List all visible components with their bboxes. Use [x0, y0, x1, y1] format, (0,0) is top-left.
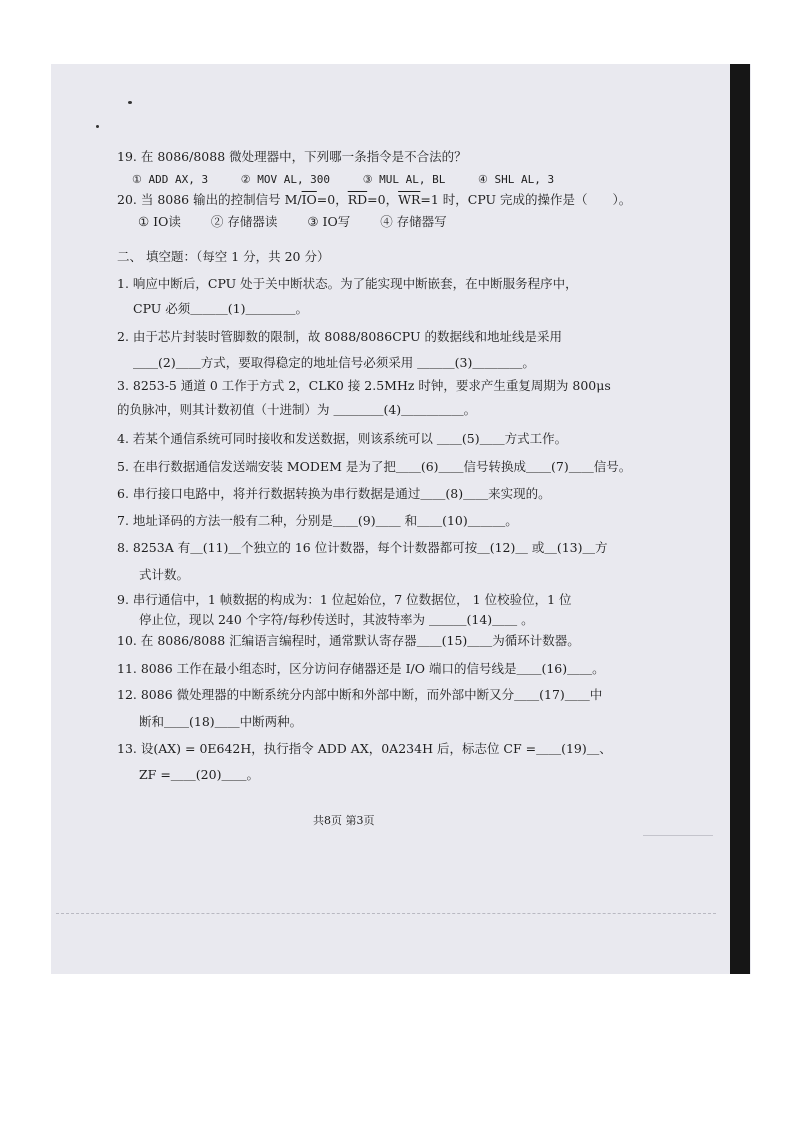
q20-eq0a: =0，	[316, 192, 348, 207]
scan-edge-shadow	[730, 64, 750, 974]
q19-option-4: ④ SHL AL, 3	[478, 173, 555, 186]
q20-stem	[117, 192, 631, 208]
fill-q2-line1: 2. 由于芯片封装时管脚数的限制，故 8088/8086CPU 的数据线和地址线是采用	[117, 329, 562, 344]
q20-option-2: ② 存储器读	[210, 214, 278, 229]
fill-q8-line1: 8. 8253A 有＿(11)＿个独立的 16 位计数器，每个计数器都可按＿(12)＿ 或＿(13)＿方	[117, 540, 608, 555]
fill-q1-line2: CPU 必须＿＿＿(1)＿＿＿＿。	[133, 301, 308, 316]
fill-q9-line1: 9. 串行通信中，1 帧数据的构成为：1 位起始位，7 位数据位， 1 位校验位，1 位	[117, 592, 572, 607]
fill-q13-line1: 13. 设(AX) = 0E642H，执行指令 ADD AX，0A234H 后，标志位 CF =＿＿(19)＿、	[117, 741, 612, 756]
scan-speck	[96, 125, 99, 128]
fill-q7: 7. 地址译码的方法一般有二种，分别是＿＿(9)＿＿ 和＿＿(10)＿＿＿。	[117, 513, 518, 528]
fill-q3-line1: 3. 8253-5 通道 0 工作于方式 2，CLK0 接 2.5MHz 时钟，要求产生重复周期为 800μs	[117, 378, 611, 393]
q20-eq0b: =0，	[367, 192, 399, 207]
fill-q11: 11. 8086 工作在最小组态时，区分访问存储器还是 I/O 端口的信号线是＿＿(16)＿＿。	[117, 661, 605, 676]
fill-q4: 4. 若某个通信系统可同时接收和发送数据，则该系统可以 ＿＿(5)＿＿方式工作。	[117, 431, 568, 446]
q19-option-3: ③ MUL AL, BL	[362, 173, 446, 186]
q19-options	[132, 172, 580, 188]
fill-q13-line2: ZF =＿＿(20)＿＿。	[139, 767, 259, 782]
page-footer: 共8页 第3页	[313, 814, 375, 827]
fill-q8-line2: 式计数。	[139, 567, 190, 582]
scan-dashed-line	[56, 913, 716, 914]
q20-suffix: =1 时，CPU 完成的操作是（ ）。	[420, 192, 632, 207]
q20-option-4: ④ 存储器写	[380, 214, 447, 229]
fill-q12-line1: 12. 8086 微处理器的中断系统分内部中断和外部中断，而外部中断又分＿＿(17)＿＿中	[117, 687, 603, 702]
fill-q6: 6. 串行接口电路中，将并行数据转换为串行数据是通过＿＿(8)＿＿来实现的。	[117, 486, 551, 501]
fill-q1-line1: 1. 响应中断后，CPU 处于关中断状态。为了能实现中断嵌套，在中断服务程序中，	[117, 276, 578, 291]
fill-q5: 5. 在串行数据通信发送端安装 MODEM 是为了把＿＿(6)＿＿信号转换成＿＿(7)＿＿信号。	[117, 459, 632, 474]
q20-options	[138, 214, 473, 230]
q19-option-2: ② MOV AL, 300	[240, 173, 331, 186]
fill-q3-line2: 的负脉冲，则其计数初值（十进制）为 ＿＿＿＿(4)＿＿＿＿＿。	[117, 402, 477, 417]
fill-q10: 10. 在 8086/8088 汇编语言编程时，通常默认寄存器＿＿(15)＿＿为循环计数器。	[117, 633, 580, 648]
fill-q9-line2: 停止位，现以 240 个字符/每秒传送时，其波特率为 ＿＿＿(14)＿＿ 。	[139, 612, 534, 627]
scan-speck	[128, 101, 132, 104]
q20-rd-signal: $\overline{RD}$	[347, 192, 368, 207]
q19-stem: 19. 在 8086/8088 微处理器中，下列哪一条指令是不合法的？	[117, 149, 467, 164]
q20-option-3: ③ IO写	[307, 214, 351, 229]
q20-wr-signal: $\overline{WR}$	[398, 192, 421, 207]
scan-short-line	[643, 835, 713, 836]
q20-option-1: ① IO读	[138, 214, 181, 229]
section2-heading: 二、 填空题：（每空 1 分，共 20 分）	[117, 249, 330, 264]
q19-option-1: ① ADD AX, 3	[132, 173, 209, 186]
q20-prefix: 20. 当 8086 输出的控制信号 M/	[117, 192, 302, 207]
fill-q2-line2: ＿＿(2)＿＿方式，要取得稳定的地址信号必须采用 ＿＿＿(3)＿＿＿＿。	[133, 355, 535, 370]
fill-q12-line2: 断和＿＿(18)＿＿中断两种。	[139, 714, 303, 729]
q20-io-signal: $\overline{IO}$	[301, 192, 317, 207]
